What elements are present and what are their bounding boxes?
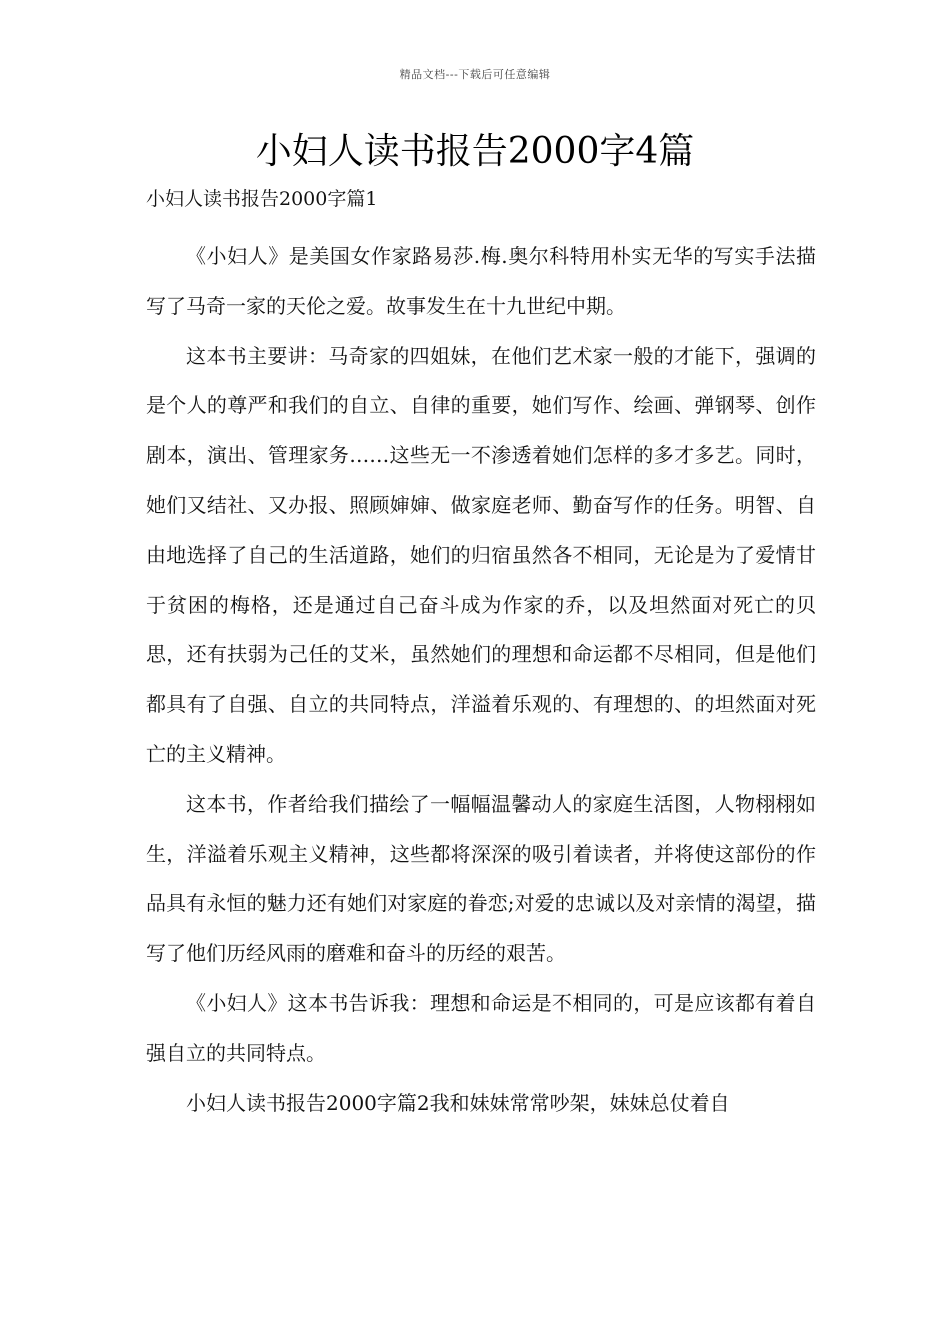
body-text xyxy=(146,232,816,1128)
section-heading: 小妇人读书报告2000字篇1 xyxy=(146,188,378,210)
document-title: 小妇人读书报告2000字4篇 xyxy=(255,131,695,172)
header-note: 精品文档---下载后可任意编辑 xyxy=(399,68,551,81)
paragraph-4: 《小妇人》这本书告诉我：理想和命运是不相同的，可是应该都有着自强自立的共同特点。 xyxy=(146,990,816,1065)
paragraph-5: 小妇人读书报告2000字篇2我和妹妹常常吵架，妹妹总仗着自 xyxy=(186,1090,730,1115)
paragraph-3: 这本书，作者给我们描绘了一幅幅温馨动人的家庭生活图，人物栩栩如生，洋溢着乐观主义精神，这些都将深深的吸引着读者，并将使这部份的作品具有永恒的魅力还有她们对家庭的眷恋;对爱的忠诚以及对亲情的渴望，描写了他们历经风雨的磨难和奋斗的历经的艰苦。 xyxy=(146,791,816,966)
paragraph-1: 《小妇人》是美国女作家路易莎.梅.奥尔科特用朴实无华的写实手法描写了马奇一家的天伦之爱。故事发生在十九世纪中期。 xyxy=(146,244,816,318)
paragraph-2: 这本书主要讲：马奇家的四姐妹，在他们艺术家一般的才能下，强调的是个人的尊严和我们的自立、自律的重要，她们写作、绘画、弹钢琴、创作剧本，演出、管理家务……这些无一不渗透着她们怎样的多才多艺。同时，她们又结社、又办报、照顾婶婶、做家庭老师、勤奋写作的任务。明智、自由地选择了自己的生活道路，她们的归宿虽然各不相同，无论是为了爱情甘于贫困的梅格，还是通过自己奋斗成为作家的乔，以及坦然面对死亡的贝思，还有扶弱为己任的艾米，虽然她们的理想和命运都不尽相同，但是他们都具有了自强、自立的共同特点，洋溢着乐观的、有理想的、的坦然面对死亡的主义精神。 xyxy=(146,343,816,766)
